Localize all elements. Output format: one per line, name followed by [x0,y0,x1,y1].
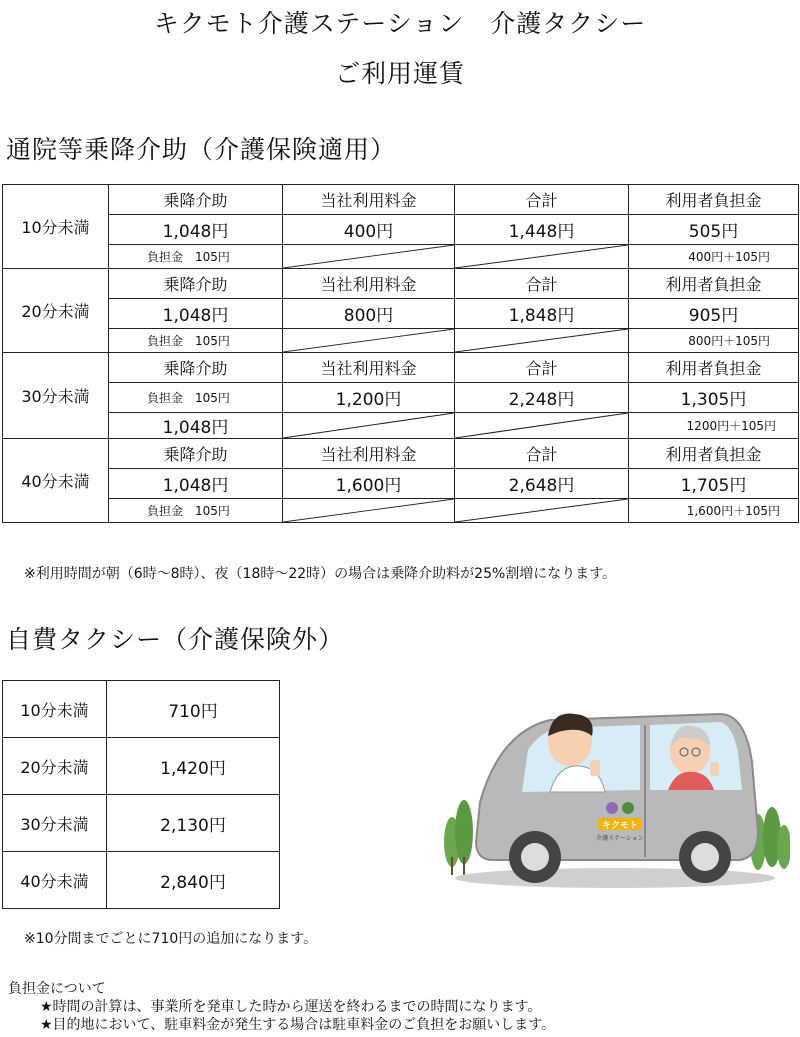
fee-value: 1,600円 [283,469,455,499]
assist-note: 負担金 105円 [109,245,283,269]
duration-cell: 30分未満 [3,795,107,852]
header-total: 合計 [455,353,629,383]
header-assist: 乗降介助 [109,439,283,469]
header-assist: 乗降介助 [109,269,283,299]
header-assist: 乗降介助 [109,353,283,383]
price-cell: 1,420円 [107,738,280,795]
header-fee: 当社利用料金 [283,185,455,215]
diagonal-cell [283,245,455,269]
user-pay-note: 1,600円＋105円 [629,499,799,523]
price-cell: 2,840円 [107,852,280,909]
duration-cell: 30分未満 [3,353,109,439]
diagonal-cell [283,329,455,353]
price-cell: 710円 [107,681,280,738]
taxi-illustration [440,692,790,892]
fee-value: 400円 [283,215,455,245]
user-pay-value: 1,705円 [629,469,799,499]
burden-notes [8,980,555,1034]
table-row [3,269,799,299]
assist-note: 負担金 105円 [109,329,283,353]
user-pay-note: 800円＋105円 [629,329,799,353]
header-user-pay: 利用者負担金 [629,269,799,299]
diagonal-cell [455,329,629,353]
user-pay-value: 905円 [629,299,799,329]
diagonal-cell [283,413,455,439]
header-assist: 乗降介助 [109,185,283,215]
diagonal-cell [455,413,629,439]
assist-value: 1,048円 [109,413,283,439]
page-title: キクモト介護ステーション 介護タクシー [153,9,647,38]
table-row [3,499,799,523]
duration-cell: 40分未満 [3,439,109,523]
total-value: 1,448円 [455,215,629,245]
table-row [3,681,280,738]
page-subtitle: ご利用運賃 [334,59,465,88]
duration-cell: 20分未満 [3,269,109,353]
logo-text: キクモト [601,821,639,831]
table-row [3,439,799,469]
bush-left-icon [444,800,473,875]
diagonal-cell [283,499,455,523]
header-fee: 当社利用料金 [283,353,455,383]
header-total: 合計 [455,269,629,299]
table-row [3,738,280,795]
total-value: 2,248円 [455,383,629,413]
duration-cell: 40分未満 [3,852,107,909]
assist-note: 負担金 105円 [109,383,283,413]
table-row [3,185,799,215]
table-row [3,353,799,383]
additional-fee-note: ※10分間までごとに710円の追加になります。 [24,931,318,947]
header-user-pay: 利用者負担金 [629,185,799,215]
surcharge-note: ※利用時間が朝（6時～8時）、夜（18時～22時）の場合は乗降介助料が25%割増になります。 [24,566,617,582]
assist-value: 1,048円 [109,299,283,329]
user-pay-note: 1200円＋105円 [629,413,799,439]
user-pay-note: 400円＋105円 [629,245,799,269]
logo-subtext: 介護ステーション [596,835,644,842]
table-row [3,852,280,909]
user-pay-value: 1,305円 [629,383,799,413]
duration-cell: 20分未満 [3,738,107,795]
header-total: 合計 [455,439,629,469]
assist-value: 1,048円 [109,469,283,499]
duration-cell: 10分未満 [3,681,107,738]
diagonal-cell [455,245,629,269]
total-value: 2,648円 [455,469,629,499]
table-row [3,299,799,329]
car-icon [476,714,758,883]
assist-value: 1,048円 [109,215,283,245]
care-fare-table [2,184,799,523]
header-total: 合計 [455,185,629,215]
section-title-care-insurance: 通院等乗降介助（介護保険適用） [6,135,397,164]
table-row [3,329,799,353]
total-value: 1,848円 [455,299,629,329]
table-row [3,469,799,499]
assist-note: 負担金 105円 [109,499,283,523]
burden-note-2: ★目的地において、駐車料金が発生する場合は駐車料金のご負担をお願いします。 [40,1017,556,1033]
self-pay-table [2,680,280,909]
user-pay-value: 505円 [629,215,799,245]
burden-heading: 負担金について [8,981,106,997]
fee-value: 800円 [283,299,455,329]
table-row [3,413,799,439]
section-title-self-pay: 自費タクシー（介護保険外） [6,625,345,654]
header-user-pay: 利用者負担金 [629,353,799,383]
table-row [3,245,799,269]
burden-note-1: ★時間の計算は、事業所を発車した時から運送を終わるまでの時間になります。 [40,999,542,1015]
header-fee: 当社利用料金 [283,439,455,469]
table-row [3,383,799,413]
table-row [3,795,280,852]
price-cell: 2,130円 [107,795,280,852]
fee-value: 1,200円 [283,383,455,413]
duration-cell: 10分未満 [3,185,109,269]
header-fee: 当社利用料金 [283,269,455,299]
diagonal-cell [455,499,629,523]
table-row [3,215,799,245]
header-user-pay: 利用者負担金 [629,439,799,469]
